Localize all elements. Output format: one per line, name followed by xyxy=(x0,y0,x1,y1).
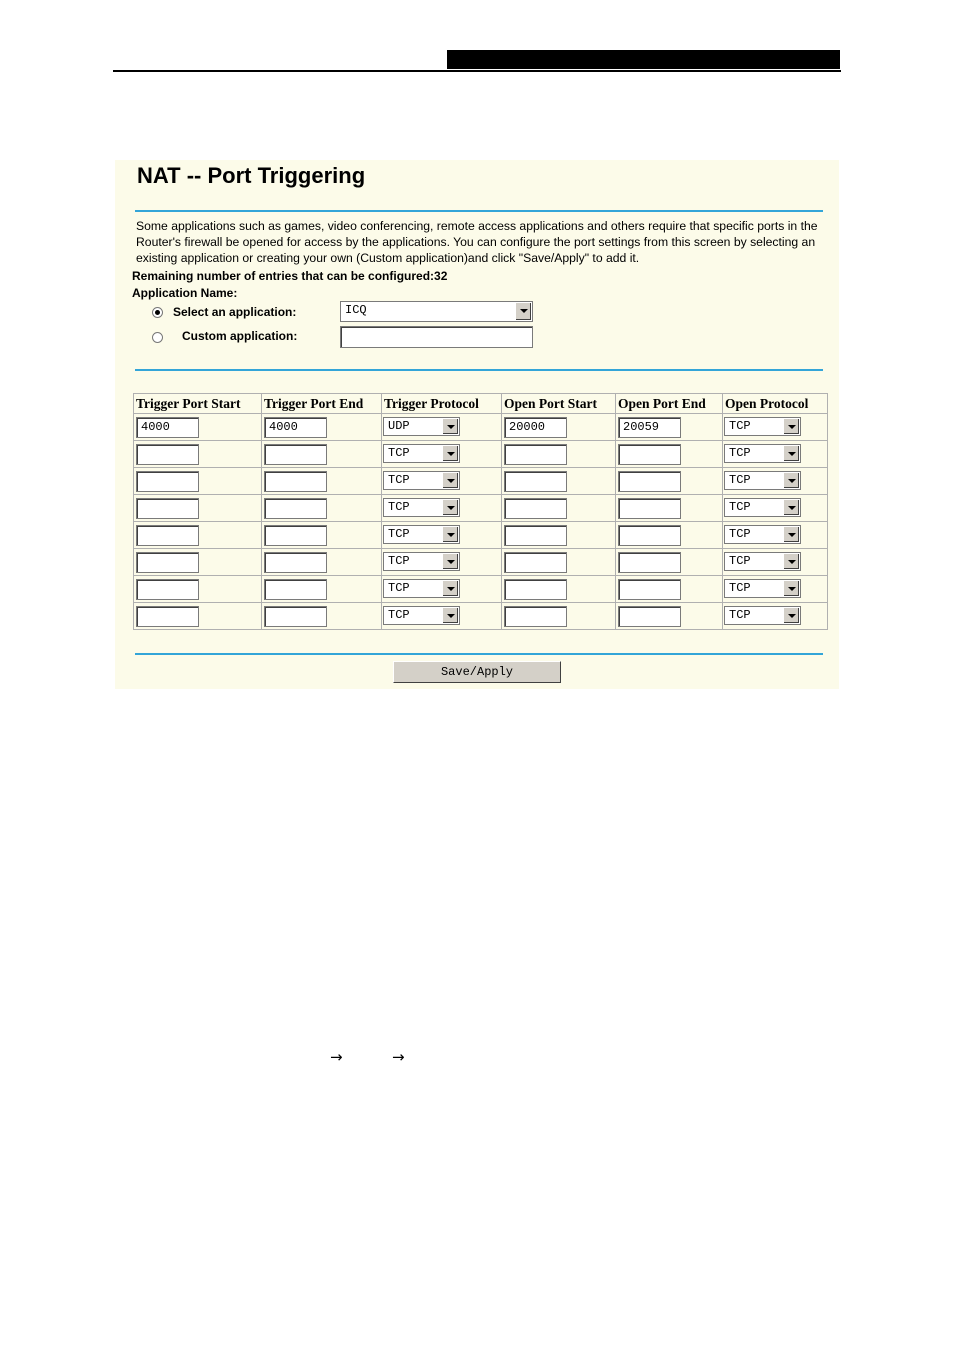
table-cell xyxy=(134,603,262,630)
open-port-end-input[interactable] xyxy=(618,525,681,546)
trigger-port-end-input[interactable]: 4000 xyxy=(264,417,327,438)
trigger-port-start-input[interactable] xyxy=(136,471,199,492)
arrow-right-icon: → xyxy=(392,1048,405,1066)
chevron-down-icon xyxy=(442,581,458,596)
table-cell xyxy=(262,441,382,468)
trigger-port-start-input[interactable] xyxy=(136,525,199,546)
header-open-port-end: Open Port End xyxy=(616,394,723,414)
chevron-down-icon xyxy=(442,500,458,515)
trigger-protocol-select-value: TCP xyxy=(388,581,410,595)
table-cell xyxy=(382,576,502,603)
chevron-down-icon xyxy=(442,527,458,542)
table-cell xyxy=(616,603,723,630)
trigger-protocol-select-value: TCP xyxy=(388,527,410,541)
trigger-port-end-input[interactable] xyxy=(264,552,327,573)
arrow-right-icon: → xyxy=(330,1048,343,1066)
document-header-bar xyxy=(447,50,840,69)
table-cell xyxy=(502,603,616,630)
trigger-protocol-select-value: TCP xyxy=(388,554,410,568)
table-cell xyxy=(723,414,828,441)
open-port-end-input[interactable]: 20059 xyxy=(618,417,681,438)
table-cell xyxy=(502,576,616,603)
section-divider-top xyxy=(135,210,823,212)
trigger-protocol-select[interactable] xyxy=(383,444,460,463)
table-cell xyxy=(382,441,502,468)
trigger-protocol-select[interactable] xyxy=(383,498,460,517)
trigger-protocol-select[interactable] xyxy=(383,471,460,490)
trigger-protocol-select[interactable] xyxy=(383,525,460,544)
table-cell xyxy=(382,522,502,549)
application-name-label: Application Name: xyxy=(132,286,238,300)
table-cell xyxy=(502,414,616,441)
open-port-start-input[interactable] xyxy=(504,525,567,546)
trigger-port-start-input[interactable] xyxy=(136,498,199,519)
header-open-port-start: Open Port Start xyxy=(502,394,616,414)
chevron-down-icon xyxy=(783,527,799,542)
chevron-down-icon xyxy=(442,473,458,488)
table-cell xyxy=(502,495,616,522)
open-protocol-select[interactable] xyxy=(724,498,801,517)
select-application-radio[interactable] xyxy=(152,307,163,318)
open-port-start-input[interactable] xyxy=(504,579,567,600)
trigger-protocol-select-value: TCP xyxy=(388,500,410,514)
header-trigger-port-end: Trigger Port End xyxy=(262,394,382,414)
open-protocol-select-value: TCP xyxy=(729,581,751,595)
table-cell xyxy=(262,549,382,576)
table-row xyxy=(134,441,828,468)
application-select-value: ICQ xyxy=(345,303,367,317)
document-header-rule xyxy=(113,70,841,72)
table-cell xyxy=(382,495,502,522)
open-protocol-select[interactable] xyxy=(724,579,801,598)
table-row xyxy=(134,468,828,495)
port-trigger-table xyxy=(133,393,828,630)
chevron-down-icon xyxy=(783,500,799,515)
table-cell xyxy=(616,522,723,549)
save-apply-button[interactable]: Save/Apply xyxy=(393,661,561,683)
table-cell xyxy=(382,414,502,441)
open-protocol-select[interactable] xyxy=(724,606,801,625)
trigger-protocol-select[interactable] xyxy=(383,552,460,571)
table-cell xyxy=(723,576,828,603)
table-cell xyxy=(134,441,262,468)
page-title: NAT -- Port Triggering xyxy=(137,163,366,188)
trigger-port-end-input[interactable] xyxy=(264,579,327,600)
open-port-start-input[interactable] xyxy=(504,606,567,627)
trigger-protocol-select-value: TCP xyxy=(388,446,410,460)
table-cell xyxy=(134,549,262,576)
table-cell xyxy=(723,522,828,549)
table-cell xyxy=(616,495,723,522)
port-triggering-panel xyxy=(115,160,839,689)
open-protocol-select[interactable] xyxy=(724,444,801,463)
table-cell xyxy=(502,468,616,495)
trigger-port-start-input[interactable] xyxy=(136,552,199,573)
table-cell xyxy=(616,441,723,468)
header-open-protocol: Open Protocol xyxy=(723,394,828,414)
table-cell xyxy=(723,495,828,522)
table-cell xyxy=(382,468,502,495)
table-cell xyxy=(502,549,616,576)
open-protocol-select-value: TCP xyxy=(729,527,751,541)
chevron-down-icon xyxy=(783,473,799,488)
table-cell xyxy=(134,468,262,495)
trigger-protocol-select[interactable] xyxy=(383,606,460,625)
chevron-down-icon xyxy=(783,554,799,569)
open-port-start-input[interactable] xyxy=(504,498,567,519)
trigger-port-start-input[interactable] xyxy=(136,606,199,627)
open-port-end-input[interactable] xyxy=(618,498,681,519)
open-port-end-input[interactable] xyxy=(618,471,681,492)
table-row xyxy=(134,414,828,441)
chevron-down-icon xyxy=(783,581,799,596)
chevron-down-icon xyxy=(783,608,799,623)
trigger-protocol-select-value: TCP xyxy=(388,473,410,487)
custom-application-label: Custom application: xyxy=(182,329,298,343)
open-port-end-input[interactable] xyxy=(618,579,681,600)
table-cell xyxy=(262,414,382,441)
open-protocol-select[interactable] xyxy=(724,417,801,436)
table-cell xyxy=(382,603,502,630)
table-cell xyxy=(262,468,382,495)
page-description: Some applications such as games, video conferencing, remote access applications and others require that specific ports in the Router's firewall be opened for access by the applications. You can configure the port settings from this screen by selecting an existing application or creating your own (Custom application)and click "Save/Apply" to add it. xyxy=(136,219,818,265)
open-port-end-input[interactable] xyxy=(618,606,681,627)
trigger-port-end-input[interactable] xyxy=(264,525,327,546)
table-header-row xyxy=(134,394,828,414)
chevron-down-icon xyxy=(442,446,458,461)
open-port-start-input[interactable] xyxy=(504,552,567,573)
table-cell xyxy=(262,576,382,603)
table-cell xyxy=(134,414,262,441)
table-row xyxy=(134,495,828,522)
open-protocol-select-value: TCP xyxy=(729,554,751,568)
trigger-protocol-select[interactable] xyxy=(383,579,460,598)
trigger-port-end-input[interactable] xyxy=(264,444,327,465)
table-cell xyxy=(723,468,828,495)
open-protocol-select[interactable] xyxy=(724,525,801,544)
table-cell xyxy=(616,549,723,576)
trigger-port-end-input[interactable] xyxy=(264,471,327,492)
header-trigger-port-start: Trigger Port Start xyxy=(134,394,262,414)
chevron-down-icon xyxy=(442,608,458,623)
open-port-start-input[interactable]: 20000 xyxy=(504,417,567,438)
table-cell xyxy=(723,549,828,576)
remaining-entries-text: Remaining number of entries that can be configured:32 xyxy=(132,269,448,283)
section-divider-bottom xyxy=(135,653,823,655)
table-row xyxy=(134,603,828,630)
chevron-down-icon xyxy=(515,303,531,320)
open-port-start-input[interactable] xyxy=(504,444,567,465)
trigger-port-start-input[interactable] xyxy=(136,444,199,465)
table-cell xyxy=(262,522,382,549)
open-protocol-select-value: TCP xyxy=(729,473,751,487)
open-protocol-select-value: TCP xyxy=(729,446,751,460)
table-row xyxy=(134,522,828,549)
trigger-port-start-input[interactable]: 4000 xyxy=(136,417,199,438)
chevron-down-icon xyxy=(442,554,458,569)
table-cell xyxy=(382,549,502,576)
open-protocol-select-value: TCP xyxy=(729,419,751,433)
open-protocol-select-value: TCP xyxy=(729,608,751,622)
application-select[interactable] xyxy=(340,301,533,322)
chevron-down-icon xyxy=(783,446,799,461)
open-protocol-select-value: TCP xyxy=(729,500,751,514)
select-application-label: Select an application: xyxy=(173,305,297,319)
trigger-protocol-select-value: TCP xyxy=(388,608,410,622)
chevron-down-icon xyxy=(783,419,799,434)
table-row xyxy=(134,549,828,576)
table-cell xyxy=(616,576,723,603)
chevron-down-icon xyxy=(442,419,458,434)
table-cell xyxy=(262,603,382,630)
open-port-end-input[interactable] xyxy=(618,552,681,573)
trigger-port-start-input[interactable] xyxy=(136,579,199,600)
custom-application-radio[interactable] xyxy=(152,332,163,343)
table-row xyxy=(134,576,828,603)
trigger-protocol-select[interactable] xyxy=(383,417,460,436)
table-cell xyxy=(134,495,262,522)
trigger-protocol-select-value: UDP xyxy=(388,419,410,433)
table-cell xyxy=(134,522,262,549)
open-port-start-input[interactable] xyxy=(504,471,567,492)
table-cell xyxy=(262,495,382,522)
table-cell xyxy=(616,414,723,441)
trigger-port-end-input[interactable] xyxy=(264,498,327,519)
custom-application-input[interactable] xyxy=(340,326,533,348)
table-cell xyxy=(134,576,262,603)
trigger-port-end-input[interactable] xyxy=(264,606,327,627)
table-cell xyxy=(502,522,616,549)
open-protocol-select[interactable] xyxy=(724,471,801,490)
section-divider-middle xyxy=(135,369,823,371)
table-cell xyxy=(723,441,828,468)
table-cell xyxy=(723,603,828,630)
header-trigger-protocol: Trigger Protocol xyxy=(382,394,502,414)
open-port-end-input[interactable] xyxy=(618,444,681,465)
open-protocol-select[interactable] xyxy=(724,552,801,571)
table-cell xyxy=(502,441,616,468)
table-cell xyxy=(616,468,723,495)
